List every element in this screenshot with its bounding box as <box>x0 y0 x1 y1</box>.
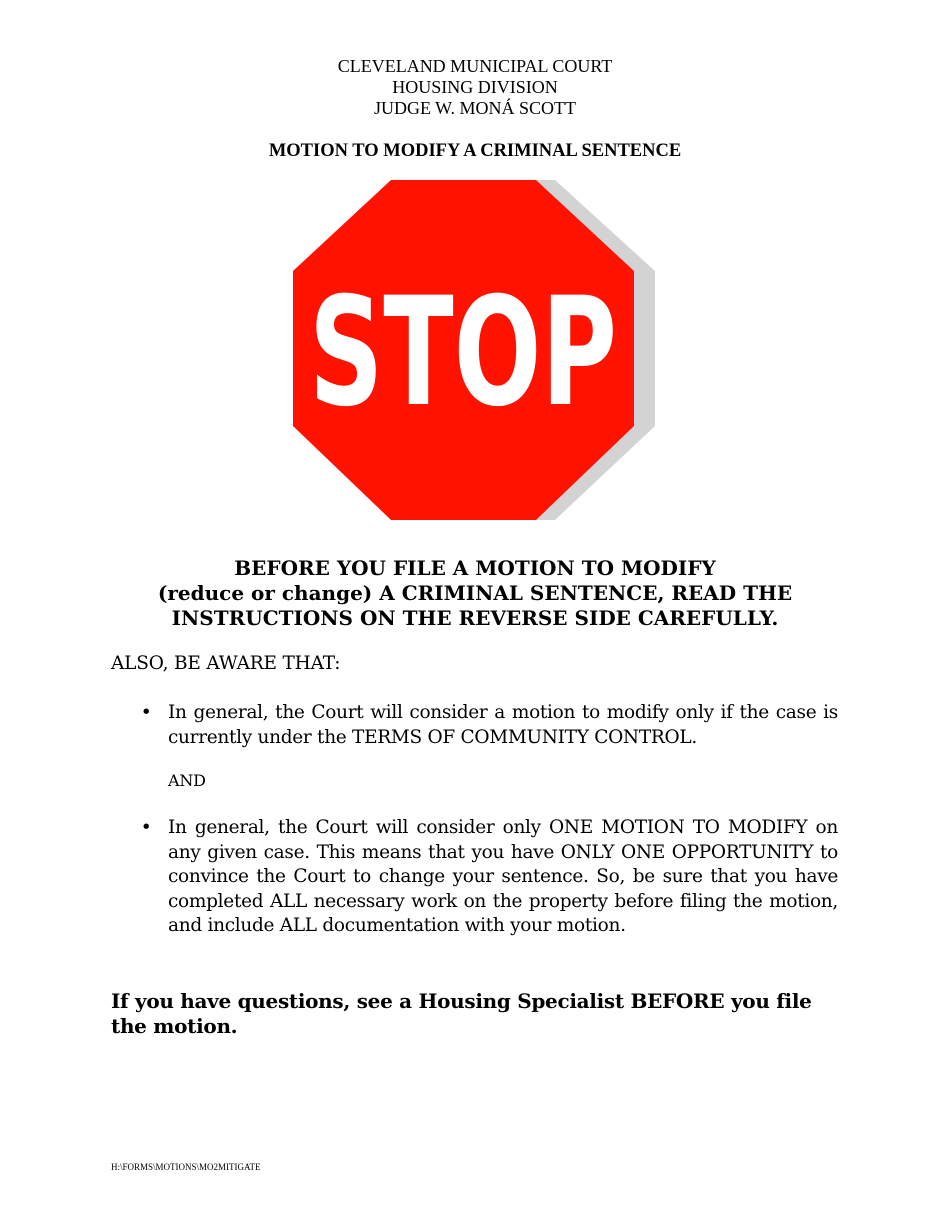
also-label: ALSO, BE AWARE THAT: <box>111 653 341 674</box>
bullet-marker: • <box>140 702 152 723</box>
warning-line-1: BEFORE YOU FILE A MOTION TO MODIFY <box>234 556 716 580</box>
warning-notice <box>0 556 950 631</box>
bullet-text: In general, the Court will consider a motion to modify only if the case is currently under the TERMS OF COMMUNITY CONTROL. <box>168 702 838 748</box>
court-division: HOUSING DIVISION <box>392 77 558 97</box>
list-item <box>140 701 838 750</box>
page-title: MOTION TO MODIFY A CRIMINAL SENTENCE <box>268 141 682 161</box>
list-item <box>140 816 838 939</box>
bullet-text: In general, the Court will consider only ONE MOTION TO MODIFY on any given case. This means that you have ONLY ONE OPPORTUNITY to convince the Court to change your sentence. So, be sure that you have completed ALL necessary work on the property before filing the motion, and include ALL documentation with your motion. <box>168 817 838 937</box>
bullet-marker: • <box>140 817 152 838</box>
court-header <box>0 56 950 119</box>
file-path-footer: H:\FORMS\MOTIONS\MO2MITIGATE <box>111 1162 261 1172</box>
questions-notice: If you have questions, see a Housing Specialist BEFORE you file the motion. <box>111 989 812 1038</box>
warning-line-2: (reduce or change) A CRIMINAL SENTENCE, READ THE <box>157 581 793 605</box>
court-name: CLEVELAND MUNICIPAL COURT <box>337 56 613 76</box>
stop-sign-icon <box>293 178 655 520</box>
and-label: AND <box>168 771 206 790</box>
stop-sign-text: STOP <box>309 266 617 440</box>
warning-line-3: INSTRUCTIONS ON THE REVERSE SIDE CAREFULLY. <box>171 606 779 630</box>
judge-name: JUDGE W. MONÁ SCOTT <box>373 98 577 118</box>
